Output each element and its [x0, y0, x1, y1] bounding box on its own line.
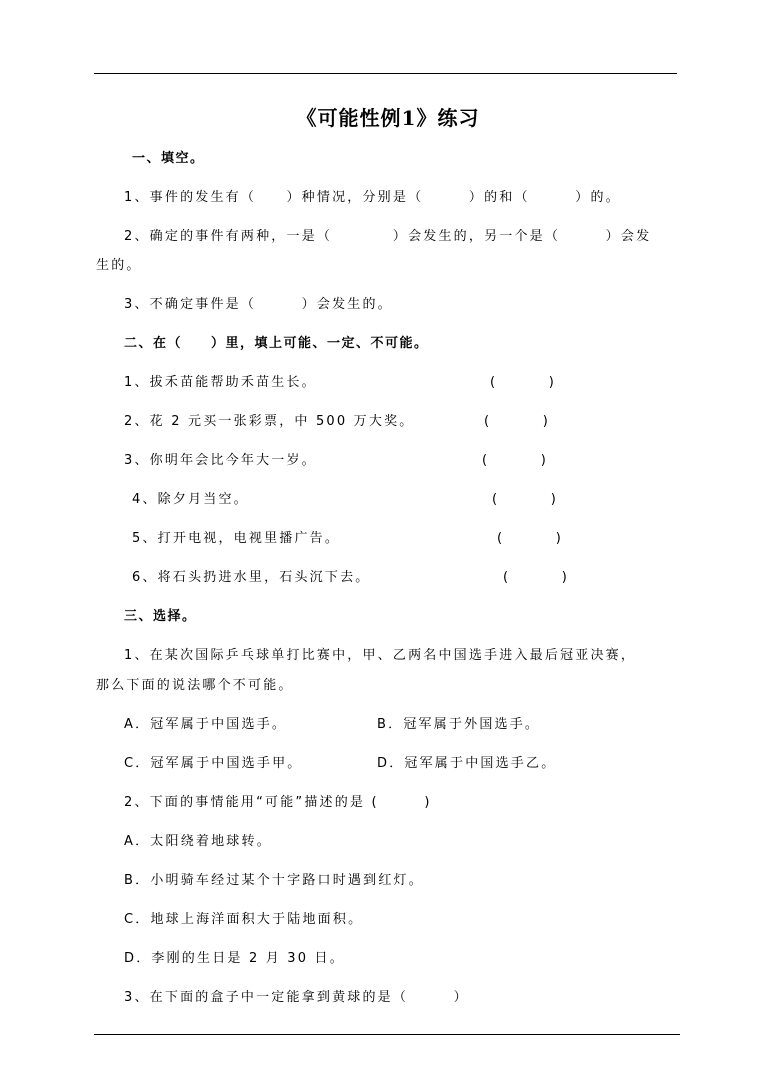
section2-item-1: 1、拔禾苗能帮助禾苗生长。 — [124, 375, 317, 390]
section2-item-2: 2、花 2 元买一张彩票，中 500 万大奖。 — [124, 414, 415, 429]
section3-q1-option-c: C．冠军属于中国选手甲。 — [124, 756, 303, 771]
section2-item-1-blank: ( ) — [490, 375, 554, 390]
section2-item-3-blank: ( ) — [482, 453, 546, 468]
section3-q1-option-a: A．冠军属于中国选手。 — [124, 717, 288, 732]
section3-q2-option-d: D．李刚的生日是 2 月 30 日。 — [124, 951, 345, 966]
section2-item-5: 5、打开电视，电视里播广告。 — [132, 531, 341, 546]
section2-item-2-blank: ( ) — [484, 414, 548, 429]
section3-q3: 3、在下面的盒子中一定能拿到黄球的是（ ） — [124, 990, 469, 1005]
page-title: 《可能性例1》练习 — [296, 106, 480, 130]
section3-q2-option-a: A．太阳绕着地球转。 — [124, 834, 272, 849]
section2-item-5-blank: ( ) — [497, 531, 561, 546]
section3-q1-line1: 1、在某次国际乒乓球单打比赛中，甲、乙两名中国选手进入最后冠亚决赛， — [124, 648, 637, 663]
section1-q2-line1: 2、确定的事件有两种，一是（ ）会发生的，另一个是（ ）会发 — [124, 229, 652, 244]
footer-rule — [94, 1034, 680, 1035]
section1-heading: 一、填空。 — [132, 151, 205, 166]
section2-item-6: 6、将石头扔进水里，石头沉下去。 — [132, 570, 371, 585]
section3-q2: 2、下面的事情能用“可能”描述的是 ( ) — [124, 795, 432, 810]
section1-q3: 3、不确定事件是（ ）会发生的。 — [124, 297, 393, 312]
section3-q2-option-c: C．地球上海洋面积大于陆地面积。 — [124, 912, 364, 927]
section3-q1-option-d: D．冠军属于中国选手乙。 — [377, 756, 557, 771]
section3-q1-line2: 那么下面的说法哪个不可能。 — [96, 678, 294, 693]
section3-heading: 三、选择。 — [124, 609, 197, 624]
section3-q1-option-b: B．冠军属于外国选手。 — [377, 717, 541, 732]
section1-q1: 1、事件的发生有（ ）种情况，分别是（ ）的和（ ）的。 — [124, 190, 621, 205]
section2-item-3: 3、你明年会比今年大一岁。 — [124, 453, 317, 468]
section3-q2-option-b: B．小明骑车经过某个十字路口时遇到红灯。 — [124, 873, 424, 888]
header-rule — [94, 73, 677, 74]
section2-item-4: 4、除夕月当空。 — [132, 492, 249, 507]
section1-q2-line2: 生的。 — [96, 258, 142, 273]
section2-heading: 二、在（ ）里，填上可能、一定、不可能。 — [124, 336, 429, 351]
section2-item-4-blank: ( ) — [492, 492, 556, 507]
section2-item-6-blank: ( ) — [503, 570, 567, 585]
